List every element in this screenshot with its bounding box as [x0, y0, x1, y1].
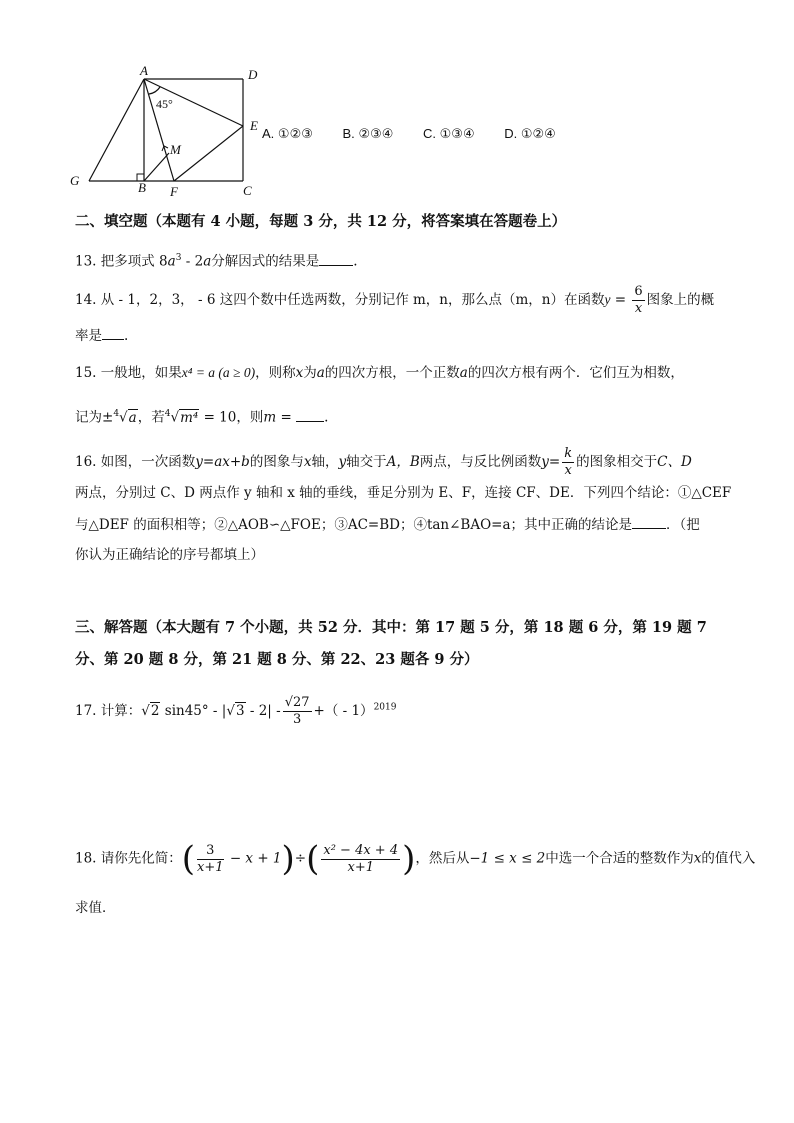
label-angle-45: 45°: [156, 97, 173, 111]
question-14-line2: 率是 .: [75, 325, 128, 346]
segment-AG: [89, 79, 144, 181]
question-15-line2: 记为±$^4$√a，若$^4$√m⁴ = 10，则m = .: [75, 404, 328, 428]
question-16: 16. 如图，一次函数y=ax+b的图象与x轴，y轴交于A，B两点，与反比例函数y= $\frac{k}{x}$ 的图象相交于C、D: [75, 446, 692, 478]
question-13: 13. 把多项式 $8a^3 - 2a$分解因式的结果是 .: [75, 248, 358, 272]
fraction-quadratic-over-x-plus-1: $\frac{\text{x² − 4x + 4}}{x+1}$: [323, 842, 399, 875]
label-A: A: [140, 63, 148, 78]
label-D: D: [248, 67, 258, 82]
choice-d[interactable]: D. ①②④: [504, 126, 556, 141]
label-E: E: [250, 118, 258, 133]
segment-EF: [174, 126, 243, 181]
label-C: C: [243, 183, 252, 198]
answer-blank-15[interactable]: [296, 407, 324, 422]
section-3-heading-line2: 分、第 20 题 8 分，第 21 题 8 分、第 22、23 题各 9 分）: [75, 651, 479, 668]
question-16-line4: 你认为正确结论的序号都填上）: [75, 547, 264, 563]
question-14: 14. 从 - 1，2，3， - 6 这四个数中任选两数，分别记作 m，n，那么点（m，n）在函数y = $\frac{6}{x}$ 图象上的概: [75, 284, 715, 316]
choice-b[interactable]: B. ②③④: [342, 126, 394, 141]
question-18-line2: 求值．: [75, 900, 116, 916]
fraction-sqrt27-over-3: $\frac{√27}{3}$: [284, 695, 310, 727]
question-17: 17. 计算：√2 sin45° - |√3 - 2| - $\frac{√27}{3}$ +（ - 1）$^{2019}$: [75, 695, 397, 727]
choices-row: [262, 124, 556, 144]
fraction-3-over-x-plus-1: $\frac{3}{x+1}$: [197, 842, 224, 875]
angle-arc: [149, 87, 160, 94]
geometry-figure: [60, 60, 270, 205]
segment-BM: [144, 153, 169, 181]
section-2-heading: 二、填空题（本题有 4 小题，每题 3 分，共 12 分，将答案填在答题卷上）: [75, 213, 567, 230]
fraction-k-over-x: $\frac{k}{x}$: [564, 446, 573, 478]
choice-a[interactable]: A. ①②③: [262, 126, 313, 141]
choice-c[interactable]: C. ①③④: [423, 126, 475, 141]
label-M: M: [170, 142, 181, 157]
label-B: B: [138, 180, 146, 195]
section-3-heading: 三、解答题（本大题有 7 个小题，共 52 分．其中：第 17 题 5 分，第 18 题 6 分，第 19 题 7: [75, 619, 707, 636]
answer-blank-14[interactable]: [102, 325, 124, 340]
question-16-line2: 两点，分别过 C、D 两点作 y 轴和 x 轴的垂线，垂足分别为 E、F，连接 CF、DE．下列四个结论：①△CEF: [75, 485, 732, 501]
answer-blank-13[interactable]: [319, 251, 353, 266]
label-F: F: [170, 184, 178, 199]
fraction-6-over-x: $\frac{6}{x}$: [634, 284, 643, 316]
question-16-line3: 与△DEF 的面积相等；②△AOB∽△FOE；③AC=BD；④tan∠BAO=a；其中正确的结论是 ．（把: [75, 514, 700, 535]
segment-AF: [144, 79, 174, 181]
answer-blank-16[interactable]: [632, 514, 666, 529]
question-18: 18. 请你先化简：( $\frac{3}{x+1}$ − x + 1)÷( $\frac{\text{x² − 4x + 4}}{x+1}$ )，然后从−1 ≤ x ≤ 2中选一个合适的整数作为x的值代入: [75, 839, 756, 879]
question-15: 15. 一般地，如果x⁴ = a (a ≥ 0)，则称x为a的四次方根，一个正数a的四次方根有两个．它们互为相数，: [75, 365, 684, 381]
label-G: G: [70, 173, 80, 188]
